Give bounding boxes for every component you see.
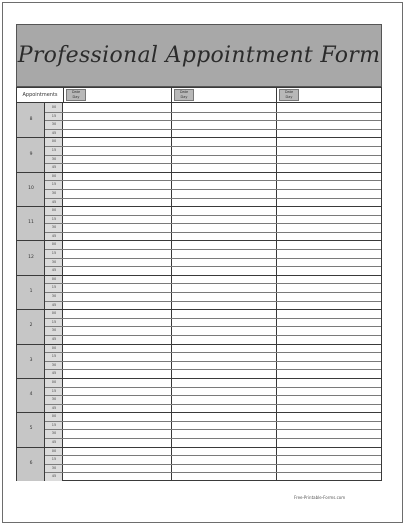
date-day-badge [174,89,194,101]
minute-label: 00 [51,346,57,350]
slot-divider [45,189,381,190]
minute-label: 00 [51,208,57,212]
slot-divider [45,155,381,156]
appointments-label: Appointments [22,92,58,98]
hour-label: 12 [28,255,34,260]
hour-label: 9 [29,152,33,157]
minute-label: 30 [51,191,57,195]
day-label: Day [285,95,293,99]
minute-label: 45 [51,440,57,444]
slot-divider [45,112,381,113]
title-banner [16,24,382,87]
minute-label: 15 [51,148,57,152]
minute-label: 30 [51,363,57,367]
form-page [2,2,403,523]
slot-divider [45,232,381,233]
minute-label: 45 [51,303,57,307]
slot-divider [45,361,381,362]
hour-divider [17,137,381,138]
slot-divider [45,421,381,422]
hour-label: 8 [29,117,33,122]
slot-divider [45,249,381,250]
hour-divider [17,344,381,345]
minute-label: 15 [51,114,57,118]
hour-divider [17,275,381,276]
hour-label: 4 [29,392,33,397]
hour-divider [17,447,381,448]
minute-label: 00 [51,105,57,109]
minute-label: 00 [51,311,57,315]
minute-label: 45 [51,268,57,272]
hour-divider [17,412,381,413]
minute-label: 00 [51,449,57,453]
minute-label: 15 [51,285,57,289]
minute-label: 30 [51,294,57,298]
slot-divider [45,335,381,336]
minute-label: 15 [51,182,57,186]
minute-label: 30 [51,225,57,229]
minute-label: 15 [51,457,57,461]
minute-label: 00 [51,242,57,246]
slot-divider [45,472,381,473]
slot-divider [45,258,381,259]
minute-label: 15 [51,217,57,221]
hour-divider [17,240,381,241]
slot-divider [45,129,381,130]
minute-label: 15 [51,354,57,358]
minute-label: 15 [51,389,57,393]
hour-divider [17,206,381,207]
date-label: Date [71,90,81,94]
footer-credit: Free-Printable-Forms.com [294,495,346,500]
slot-divider [45,146,381,147]
appointment-grid [16,87,382,481]
slot-divider [45,395,381,396]
minute-label: 45 [51,474,57,478]
hour-label: 11 [28,220,34,225]
minute-label: 45 [51,234,57,238]
minute-label: 45 [51,165,57,169]
form-title: Professional Appointment Form [17,43,381,68]
minute-label: 30 [51,157,57,161]
slot-divider [45,387,381,388]
hour-divider [17,172,381,173]
slot-divider [45,369,381,370]
slot-divider [45,283,381,284]
minute-label: 15 [51,320,57,324]
minute-label: 15 [51,423,57,427]
minute-label: 30 [51,328,57,332]
minute-label: 45 [51,200,57,204]
minute-label: 00 [51,139,57,143]
slot-divider [45,120,381,121]
day-column-header-3 [276,88,381,102]
minute-label: 45 [51,406,57,410]
date-day-badge [279,89,299,101]
minute-label: 30 [51,397,57,401]
minute-label: 00 [51,174,57,178]
day-column-header-2 [171,88,276,102]
minute-label: 00 [51,414,57,418]
day-label: Day [180,95,188,99]
slot-divider [45,292,381,293]
hour-label: 10 [28,186,34,191]
slot-divider [45,464,381,465]
minute-label: 30 [51,431,57,435]
slot-divider [45,455,381,456]
slot-divider [45,318,381,319]
slot-divider [45,352,381,353]
hour-divider [17,309,381,310]
date-label: Date [179,90,189,94]
minute-label: 30 [51,122,57,126]
slot-divider [45,301,381,302]
minute-label: 45 [51,371,57,375]
minute-label: 15 [51,251,57,255]
day-column-header-1 [63,88,171,102]
date-day-badge [66,89,86,101]
hour-label: 5 [29,426,33,431]
slot-divider [45,180,381,181]
minute-label: 45 [51,337,57,341]
slot-divider [45,163,381,164]
slot-divider [45,438,381,439]
slot-divider [45,429,381,430]
hour-label: 2 [29,323,33,328]
minute-label: 00 [51,380,57,384]
slot-divider [45,404,381,405]
slot-divider [45,326,381,327]
slot-divider [45,215,381,216]
slot-divider [45,266,381,267]
hour-label: 1 [29,289,33,294]
minute-label: 00 [51,277,57,281]
slot-divider [45,198,381,199]
hour-label: 3 [29,358,33,363]
minute-label: 30 [51,260,57,264]
date-label: Date [284,90,294,94]
hour-label: 6 [29,461,33,466]
minute-label: 45 [51,131,57,135]
hour-divider [17,378,381,379]
day-label: Day [72,95,80,99]
slot-divider [45,223,381,224]
minute-label: 30 [51,466,57,470]
header-row [17,88,381,103]
